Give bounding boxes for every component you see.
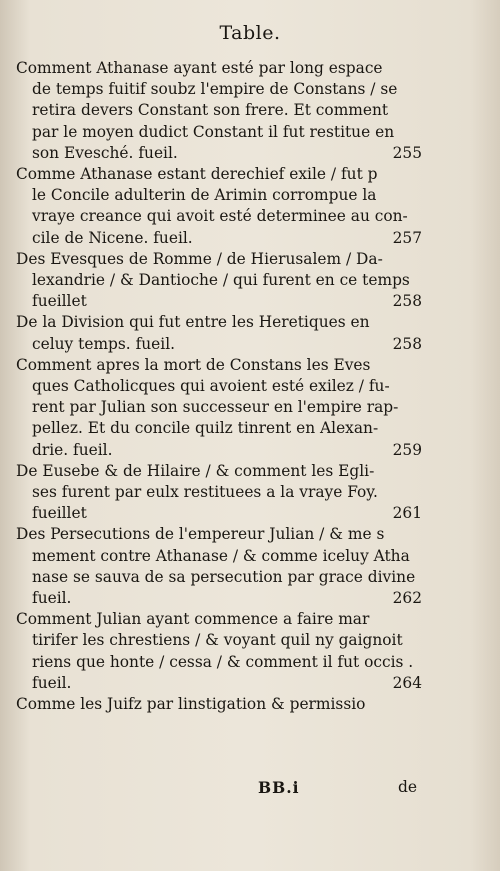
toc-entry-line: par le moyen dudict Constant il fut restitue en xyxy=(32,122,395,141)
toc-entry-line xyxy=(16,503,430,524)
toc-page-number: 258 xyxy=(392,334,422,353)
toc-page-number: 258 xyxy=(392,292,422,311)
toc-entry-line: Comme Athanase estant derechief exile / fut p xyxy=(16,165,378,184)
toc-entry-line: rent par Julian son successeur en l'empire rap- xyxy=(32,398,399,417)
catchword: de xyxy=(398,778,418,796)
toc-page-number: 262 xyxy=(392,589,422,608)
toc-page-number: 261 xyxy=(392,504,422,523)
toc-entry-text: celuy temps. fueil. xyxy=(32,334,176,353)
table-of-contents xyxy=(16,58,430,715)
toc-entry-line: Comme les Juifz par linstigation & permissio xyxy=(16,695,366,714)
toc-entry-line: ques Catholicques qui avoient esté exilez / fu- xyxy=(32,377,390,396)
toc-entry-line: ses furent par eulx restituees a la vraye Foy. xyxy=(32,483,378,502)
toc-entry-line: Comment Athanase ayant esté par long espace xyxy=(16,59,383,77)
toc-page-number: 264 xyxy=(392,673,422,692)
toc-entry-line: lexandrie / & Dantioche / qui furent en ce temps xyxy=(32,271,410,290)
toc-page-number: 257 xyxy=(392,228,422,247)
toc-entry-line: retira devers Constant son frere. Et comment xyxy=(32,101,389,120)
toc-entry-text: son Evesché. fueil. xyxy=(32,143,178,162)
toc-entry xyxy=(16,524,430,609)
toc-entry-text: drie. fueil. xyxy=(32,440,113,459)
toc-entry xyxy=(16,249,430,313)
toc-entry-line: Comment Julian ayant commence a faire mar xyxy=(16,610,370,629)
toc-entry-line: vraye creance qui avoit esté determinee au con- xyxy=(32,207,408,226)
toc-entry-line: Des Evesques de Romme / de Hierusalem / Da- xyxy=(16,249,383,268)
toc-entry-line: Comment apres la mort de Constans les Eves xyxy=(16,355,371,374)
page-title: Table. xyxy=(219,22,281,44)
toc-entry-line: mement contre Athanase / & comme iceluy Atha xyxy=(32,546,410,565)
toc-entry xyxy=(16,609,430,694)
toc-entry xyxy=(16,164,430,249)
toc-entry-line xyxy=(16,440,430,461)
page-footer xyxy=(0,778,500,802)
toc-entry xyxy=(16,355,430,461)
toc-entry-text: fueil. xyxy=(32,673,72,692)
toc-entry-line: le Concile adulterin de Arimin corrompue la xyxy=(32,186,377,205)
toc-entry-line xyxy=(16,588,430,609)
toc-entry-line: riens que honte / cessa / & comment il fut occis . xyxy=(32,652,414,671)
toc-entry-line xyxy=(16,291,430,312)
toc-entry-text: fueillet xyxy=(32,504,87,523)
toc-entry-line xyxy=(16,143,430,164)
toc-entry-line xyxy=(16,673,430,694)
toc-page-number: 259 xyxy=(392,440,422,459)
toc-entry xyxy=(16,312,430,354)
toc-entry-line xyxy=(16,334,430,355)
toc-entry xyxy=(16,58,430,164)
toc-entry xyxy=(16,694,430,715)
toc-entry-line: Des Persecutions de l'empereur Julian / & me s xyxy=(16,525,385,544)
toc-entry-line: De Eusebe & de Hilaire / & comment les Egli- xyxy=(16,461,375,480)
toc-entry xyxy=(16,461,430,525)
toc-entry-line xyxy=(16,228,430,249)
toc-entry-line: tirifer les chrestiens / & voyant quil ny gaignoit xyxy=(32,631,403,650)
toc-entry-line: nase se sauva de sa persecution par grace divine xyxy=(32,567,416,586)
toc-page-number: 255 xyxy=(392,143,422,162)
toc-entry-line: de temps fuitif soubz l'empire de Constans / se xyxy=(32,80,398,99)
toc-entry-line: De la Division qui fut entre les Heretiques en xyxy=(16,313,370,332)
toc-entry-text: fueillet xyxy=(32,292,87,311)
signature-mark: BB.i xyxy=(258,778,300,797)
toc-entry-text: fueil. xyxy=(32,589,72,608)
toc-entry-text: cile de Nicene. fueil. xyxy=(32,228,193,247)
toc-entry-line: pellez. Et du concile quilz tinrent en Alexan- xyxy=(32,419,379,438)
